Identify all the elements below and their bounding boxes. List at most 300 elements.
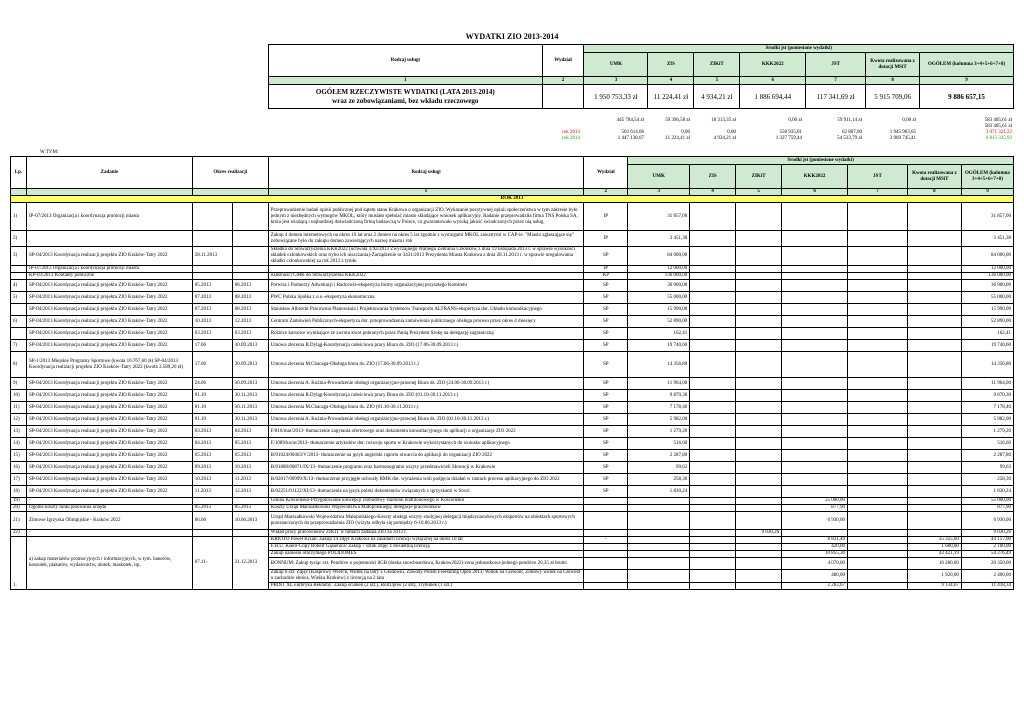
col-number: 5 xyxy=(736,189,782,196)
row-lp xyxy=(11,304,27,316)
row-kkk: 4 070,00 xyxy=(782,558,848,570)
row-msit xyxy=(907,273,961,280)
row-umk: 5 982,00 xyxy=(628,414,690,426)
row-zadanie: - xyxy=(26,530,192,537)
row-zadanie: SP-04/2013 Koordynacja realizacji projektu ZIO Kraków-Tatry 2022 xyxy=(26,462,192,474)
row-kkk xyxy=(782,438,848,450)
row-okres-od: 17.06 xyxy=(192,352,232,378)
row-msit xyxy=(907,512,961,530)
row-umk: 12 000,00 xyxy=(628,266,690,273)
row-zis xyxy=(690,316,736,328)
row-okres-do: 11.2013 xyxy=(232,474,268,486)
row-msit xyxy=(907,426,961,438)
row-zis xyxy=(690,304,736,316)
row-wydzial xyxy=(584,530,628,537)
row-zikit xyxy=(736,512,782,530)
row-wydzial: SP xyxy=(584,438,628,450)
row-okres-od: 07.2013 xyxy=(192,292,232,304)
row-zis xyxy=(690,426,736,438)
col-number: 9 xyxy=(961,189,1013,196)
row-umk: 55 000,00 xyxy=(628,292,690,304)
row-msit xyxy=(907,505,961,512)
col-lp-header: Lp. xyxy=(11,157,27,189)
row-umk xyxy=(628,551,690,558)
row-zikit xyxy=(736,583,782,590)
col-wydzial-header: Wydział xyxy=(584,157,628,189)
row-umk xyxy=(628,558,690,570)
table-row xyxy=(11,505,1014,512)
row-ogolem: 84 000,00 xyxy=(961,247,1013,266)
row-rodzaj: Przeprowadzenie badań opinii publicznej pod kątem stanu Krakowa o organizacji ZIO. Wykazanie pozytywnej opinii społeczeństwa w tym zakresie było jednym z niezbędnych wymogów MKOL, który musiało spełniać miasto składające wniosek aplikacyjny. Badanie przeprowadziła firma TNS Polska SA, która jest wiodącą i najbardziej doświadczoną firmą badawczą w Polsce, co gwarantowało wysoką jakość świadczonych przez nią usług. xyxy=(268,203,584,231)
col-number: 5 xyxy=(694,77,740,85)
sub1-ogolem: 583 405,61 zł xyxy=(984,118,1012,123)
row-rodzaj: F/1089/kwie/2013- tłumaczenie artykułów dot. rozwoju sportu w Krakowie wykorzystanych do wniosku aplikacyjnego xyxy=(268,438,584,450)
row-umk xyxy=(628,537,690,544)
col-rodzaj-header: Rodzaj usługi xyxy=(269,45,543,77)
row-kkk xyxy=(782,450,848,462)
row-umk: 1 279,20 xyxy=(628,426,690,438)
row-wydzial: SP xyxy=(584,378,628,390)
row-jst xyxy=(848,352,908,378)
row-okres-od: 11.2013 xyxy=(192,486,232,498)
table-row xyxy=(11,292,1014,304)
row-rodzaj: Zakup 4 domen internetowych na okres 10 lat oraz 2 domen na okres 5 lat zgodnie z wymogami MKOL zawartymi w CAP-ie. "Miasto zgłaszające się" zobowiązane było do zakupu domen zawierających nazwę miasta i rok xyxy=(268,231,584,247)
row-ogolem: 55 000,00 xyxy=(961,498,1013,505)
row-zadanie: SP-04/2013 Koordynacja realizacji projektu ZIO Kraków-Tatry 2022 xyxy=(26,304,192,316)
row-zikit xyxy=(736,340,782,352)
row-umk xyxy=(628,583,690,590)
row-kkk: 10 855,30 xyxy=(782,551,848,558)
row-umk: 162,41 xyxy=(628,328,690,340)
row-rodzaj: Zakup 6 szt. Zdjęć (Kasprowy Wierch, Widok na tatry z Głodówki, Zawody Polish Freeskiing Open 2013; Widok na Giewont, Zimowy widok na Giewont o zachodzie słońca, Wielka Krokiew) z licencją na 2 lata xyxy=(268,570,584,583)
table-row xyxy=(11,280,1014,292)
row-zadanie: SP-1/2013 Miejskie Programy Sportowe (kwota 10.767,60 zł) SP-04/2013 Koordynacja realizacji projektu ZIO Kraków-Tatry 2022 (kwota 3.589,20 zł) xyxy=(26,352,192,378)
row-msit: 1 920,00 xyxy=(907,570,961,583)
row-okres-do: 30.11.2013 xyxy=(232,390,268,402)
row-msit xyxy=(907,280,961,292)
row-wydzial: KP xyxy=(584,273,628,280)
row-rodzaj: B/01880/00871/IX/13- tłumaczenie programu oraz harmonogramu wizyty przedstawicieli Słowacji w Krakowie xyxy=(268,462,584,474)
row-msit: 9 134,67 xyxy=(907,583,961,590)
col-number: 4 xyxy=(690,189,736,196)
row-ogolem: 3 451,38 xyxy=(961,231,1013,247)
row-lp: 1. xyxy=(11,537,27,590)
row-wydzial: SP xyxy=(584,402,628,414)
col-header: OGÓŁEM (kolumna 3+4+5+6+7+8) xyxy=(961,165,1013,189)
row-ogolem: 54 276,49 xyxy=(961,551,1013,558)
row-umk xyxy=(628,498,690,505)
row-okres-do xyxy=(232,498,268,505)
row-lp: 9) xyxy=(11,378,27,390)
row-jst xyxy=(848,304,908,316)
row-wydzial: IP xyxy=(584,266,628,273)
row-lp: 11) xyxy=(11,402,27,414)
row-ogolem: 2 100,00 xyxy=(961,544,1013,551)
row-ogolem: 55 000,00 xyxy=(961,292,1013,304)
col-header: ZIS xyxy=(690,165,736,189)
row-zikit xyxy=(736,273,782,280)
row-okres-do: 08.2013 xyxy=(232,304,268,316)
row-umk: 52 890,00 xyxy=(628,316,690,328)
row-lp: 8) xyxy=(11,352,27,378)
row-zikit xyxy=(736,378,782,390)
row-zikit xyxy=(736,203,782,231)
row-umk: 258,30 xyxy=(628,474,690,486)
col-number: 7 xyxy=(806,77,866,85)
row-wydzial: SP xyxy=(584,280,628,292)
col-number: 6 xyxy=(782,189,848,196)
row-wydzial: IP xyxy=(584,203,628,231)
row-kkk xyxy=(782,340,848,352)
row-jst xyxy=(848,530,908,537)
rok2013-msit: 1 945 963,65 xyxy=(889,130,916,135)
row-ogolem: 1 830,24 xyxy=(961,486,1013,498)
row-msit: 35 325,60 xyxy=(907,537,961,544)
row-zis xyxy=(690,570,736,583)
row-okres-od: 07.11- xyxy=(192,537,232,590)
table-row xyxy=(11,352,1014,378)
rok2013-zis: 0,00 xyxy=(681,130,690,135)
row-wydzial: SP xyxy=(584,426,628,438)
table-row xyxy=(11,273,1014,280)
sub1-zikit: 18 313,35 zł xyxy=(711,118,736,123)
row-jst xyxy=(848,512,908,530)
row-zikit xyxy=(736,498,782,505)
row-kkk xyxy=(782,316,848,328)
row-zadanie: IP-07/2013 Organizacja i koordynacja promocji miasta xyxy=(26,266,192,273)
table-row xyxy=(11,390,1014,402)
row-zadanie xyxy=(26,231,192,247)
table-row xyxy=(11,414,1014,426)
row-lp: 13) xyxy=(11,426,27,438)
row-okres-do: 30.11.2013 xyxy=(232,414,268,426)
row-zikit xyxy=(736,402,782,414)
row-wydzial xyxy=(584,551,628,558)
row-lp: 15) xyxy=(11,450,27,462)
row-okres-do: 10.06.2013 xyxy=(232,512,268,530)
col-number: 8 xyxy=(866,77,920,85)
row-okres-do: 31.12.2013 xyxy=(232,537,268,590)
row-msit xyxy=(907,266,961,273)
row-okres-do xyxy=(232,273,268,280)
row-zis xyxy=(690,328,736,340)
row-jst xyxy=(848,266,908,273)
rok2013-jst: 62 807,90 xyxy=(842,130,862,135)
row-jst xyxy=(848,426,908,438)
row-umk: 31 857,00 xyxy=(628,203,690,231)
row-zikit: 9 030,26 xyxy=(736,530,782,537)
row-okres-od: 03.2013 xyxy=(192,328,232,340)
row-wydzial xyxy=(584,583,628,590)
row-jst xyxy=(848,231,908,247)
row-msit xyxy=(907,530,961,537)
row-ogolem: 44 157,00 xyxy=(961,537,1013,544)
row-rodzaj: Koszty Urząd Marszałkowski Województwa Małopolskiego; delegacje pracowników xyxy=(268,505,584,512)
row-rodzaj: Umowa zlecenia R.Dyląg-Koordynacja całościowa pracy Biura ds. ZIO (17.06-30.09.2013 r.) xyxy=(268,340,584,352)
sub1-umk: 445 784,54 zł xyxy=(616,118,644,123)
row-ogolem: 52 890,00 xyxy=(961,316,1013,328)
row-ogolem: 136 000,00 xyxy=(961,273,1013,280)
row-zikit xyxy=(736,544,782,551)
row-okres-od: 01.10 xyxy=(192,390,232,402)
row-lp: 18) xyxy=(11,486,27,498)
table-row xyxy=(11,474,1014,486)
sub1b-ogolem: 583 405,61 zł xyxy=(984,124,1012,129)
row-umk: 99,63 xyxy=(628,462,690,474)
rok2013-label: rok 2013 xyxy=(562,130,580,135)
rok2013-umk: 503 614,66 xyxy=(621,130,644,135)
row-zis xyxy=(690,537,736,544)
row-zikit xyxy=(736,462,782,474)
row-lp: 14) xyxy=(11,438,27,450)
row-zis xyxy=(690,505,736,512)
row-jst xyxy=(848,505,908,512)
row-okres-od: 24.06 xyxy=(192,378,232,390)
row-kkk xyxy=(782,292,848,304)
row-rodzaj: Centrum Zamówień Publicznych-ekspertyza dot. przeprowadzenia zamówienia publicznego obsługa procesu przez okres 4 miesięcy xyxy=(268,316,584,328)
total-umk: 1 950 753,33 zł xyxy=(584,85,648,109)
row-rodzaj: Umowa zlecenia A. Kuźnia-Prowadzenie obsługi organizacyjno-prawnej Biura ds. ZIO (24.06-30.09.2013 r.) xyxy=(268,378,584,390)
row-msit xyxy=(907,378,961,390)
row-msit xyxy=(907,474,961,486)
table-row xyxy=(11,438,1014,450)
row-zadanie: SP-04/2013 Koordynacja realizacji projektu ZIO Kraków-Tatry 2022 xyxy=(26,390,192,402)
row-zikit xyxy=(736,316,782,328)
row-zadanie: SP-04/2013 Koordynacja realizacji projektu ZIO Kraków-Tatry 2022 xyxy=(26,292,192,304)
row-rodzaj: Wkład pracy pracowników ZIKIT w ramach zadania ZIO za 2013 r. xyxy=(268,530,584,537)
row-umk xyxy=(628,570,690,583)
row-jst xyxy=(848,438,908,450)
row-zadanie: SP-04/2013 Koordynacja realizacji projektu ZIO Kraków-Tatry 2022 xyxy=(26,414,192,426)
row-lp: 22) xyxy=(11,530,27,537)
row-okres-do xyxy=(232,203,268,231)
row-lp: 10) xyxy=(11,390,27,402)
total-jst: 117 341,69 zł xyxy=(806,85,866,109)
row-wydzial: SP xyxy=(584,414,628,426)
row-msit xyxy=(907,414,961,426)
wtym-label: W TYM: xyxy=(40,150,59,155)
row-ogolem: 9 030,26 xyxy=(961,530,1013,537)
row-zis xyxy=(690,512,736,530)
row-lp: 2) xyxy=(11,231,27,247)
row-lp: 7) xyxy=(11,340,27,352)
row-zis xyxy=(690,390,736,402)
table-row xyxy=(11,304,1014,316)
row-jst xyxy=(848,486,908,498)
table-row xyxy=(11,231,1014,247)
row-ogolem: 9 870,30 xyxy=(961,390,1013,402)
row-jst xyxy=(848,462,908,474)
table-row xyxy=(11,247,1014,266)
row-lp: 17) xyxy=(11,474,27,486)
row-okres-od: 17.06 xyxy=(192,340,232,352)
srodki-header: Środki jst (poniesione wydatki) xyxy=(628,157,1014,165)
row-rodzaj: Składka do Stowarzyszenia KKK2022 (uchwała 3/XI/2013 Zwyczajnego Walnego Zebrania Członków z dnia 19 listopada 2013 r. w sprawie wysokości składek członkowskich oraz trybu ich uiszczania)-Zarządzenie nr 3431/2013 Prezydenta Miasta Krakowa z dnia 28.11.2013 r. w sprawie uregulowania składki członkowskiej za rok 2013 z tytułu xyxy=(268,247,584,266)
row-kkk xyxy=(782,203,848,231)
col-kkk2022-header: KKK2022 xyxy=(740,53,806,77)
row-zikit xyxy=(736,280,782,292)
row-rodzaj: Umowa zlecenia R.Dyląg-Koordynacja całościowa pracy Biura ds. ZIO (01.10-30.11.2013 r.) xyxy=(268,390,584,402)
row-rodzaj: PWC Polska Spółka z o.o.-ekspertyza ekonomiczna xyxy=(268,292,584,304)
row-zis xyxy=(690,378,736,390)
row-umk: 9 870,30 xyxy=(628,390,690,402)
row-msit: 1 680,00 xyxy=(907,544,961,551)
row-umk: 19 740,60 xyxy=(628,340,690,352)
row-zadanie: SP-04/2013 Koordynacja realizacji projektu ZIO Kraków-Tatry 2022 xyxy=(26,426,192,438)
row-okres-do: 12.2013 xyxy=(232,486,268,498)
row-zis xyxy=(690,544,736,551)
rok2014-zis: 11 224,41 zł xyxy=(665,136,690,141)
row-zis xyxy=(690,462,736,474)
row-zis xyxy=(690,551,736,558)
row-lp xyxy=(11,328,27,340)
row-kkk xyxy=(782,530,848,537)
row-msit xyxy=(907,352,961,378)
row-rodzaj: Umowa zlecenia M.Chacaga-Obsługa biura ds. ZIO (17.06-30.09.2013 r.) xyxy=(268,352,584,378)
row-msit xyxy=(907,292,961,304)
row-ogolem: 6 930,00 xyxy=(961,512,1013,530)
rok2014-jst: 54 533,79 zł xyxy=(837,136,862,141)
row-okres-do: 06.2013 xyxy=(232,280,268,292)
row-zis xyxy=(690,247,736,266)
total-msit: 5 915 709,06 xyxy=(866,85,920,109)
row-umk: 516,60 xyxy=(628,438,690,450)
row-kkk: 8 831,40 xyxy=(782,537,848,544)
row-ogolem: 877,90 xyxy=(961,505,1013,512)
table-row xyxy=(11,203,1014,231)
col-header: UMK xyxy=(628,165,690,189)
row-lp xyxy=(11,273,27,280)
row-okres-do: 08.2013 xyxy=(232,292,268,304)
row-ogolem: 2 400,00 xyxy=(961,570,1013,583)
row-zikit xyxy=(736,352,782,378)
row-kkk xyxy=(782,462,848,474)
row-jst xyxy=(848,558,908,570)
row-kkk xyxy=(782,352,848,378)
row-jst xyxy=(848,414,908,426)
row-okres-do: 30.09.2013 xyxy=(232,352,268,378)
row-lp: 12) xyxy=(11,414,27,426)
row-jst xyxy=(848,203,908,231)
row-zis xyxy=(690,450,736,462)
row-msit: 16 280,00 xyxy=(907,558,961,570)
row-ogolem: 7 178,40 xyxy=(961,402,1013,414)
col-header: ZIKiT xyxy=(736,165,782,189)
row-jst xyxy=(848,247,908,266)
col-number: 2 xyxy=(584,189,628,196)
row-ogolem: 11 964,00 xyxy=(961,378,1013,390)
row-zikit xyxy=(736,414,782,426)
row-ogolem: 20 350,00 xyxy=(961,558,1013,570)
row-msit xyxy=(907,316,961,328)
row-zikit xyxy=(736,474,782,486)
row-umk xyxy=(628,505,690,512)
row-rodzaj xyxy=(268,266,584,273)
row-okres-do xyxy=(232,231,268,247)
row-okres-do: 05.2013 xyxy=(232,505,268,512)
row-rodzaj: PRINT XL Farbryka Reklamy: Zakup ścianek (2 szt.), RollUpów (2 szt), Trybunek (1 szt.) xyxy=(268,583,584,590)
row-kkk: 6 930,00 xyxy=(782,512,848,530)
row-okres-do xyxy=(232,247,268,266)
row-zis xyxy=(690,474,736,486)
row-umk: 2 287,80 xyxy=(628,450,690,462)
col-number: 1 xyxy=(269,77,543,85)
row-rodzaj: B/01024/00463/V/2013- tłumaczenie na język angielski raportu otwarcia do aplikacji do organizacji ZIO 2022 xyxy=(268,450,584,462)
table-row xyxy=(11,378,1014,390)
col-zis-header: ZIS xyxy=(648,53,694,77)
row-wydzial: SP xyxy=(584,474,628,486)
row-okres-do: 30.09.2013 xyxy=(232,378,268,390)
row-zikit xyxy=(736,551,782,558)
row-kkk xyxy=(782,378,848,390)
row-zadanie: a) zakup materiałów promocyjnych i informacyjnych, w tym. banerów, koszulek, plakatów, wydawnictw, ulotek, maskotek, itp. xyxy=(26,537,192,590)
row-umk: 84 000,00 xyxy=(628,247,690,266)
row-wydzial: SP xyxy=(584,450,628,462)
row-okres-do: 03.2013 xyxy=(232,328,268,340)
row-kkk xyxy=(782,390,848,402)
row-ogolem: 15 990,00 xyxy=(961,304,1013,316)
row-okres-od: 01.10 xyxy=(192,414,232,426)
col-zadanie-header: Zadanie xyxy=(26,157,192,189)
row-wydzial xyxy=(584,498,628,505)
row-msit xyxy=(907,438,961,450)
row-ogolem: 11 418,34 xyxy=(961,583,1013,590)
table-row xyxy=(11,530,1014,537)
row-msit xyxy=(907,203,961,231)
col-number: 9 xyxy=(920,77,1014,85)
row-zis xyxy=(690,438,736,450)
row-lp: 16) xyxy=(11,462,27,474)
row-okres-od: 06.06 xyxy=(192,512,232,530)
row-kkk: 877,90 xyxy=(782,505,848,512)
rok2013-kkk: 558 935,01 xyxy=(779,130,802,135)
srodki-header: Środki jst (poniesione wydatki) xyxy=(584,45,1014,53)
row-lp: 3) xyxy=(11,247,27,266)
table-row xyxy=(11,402,1014,414)
row-zikit xyxy=(736,505,782,512)
row-kkk xyxy=(782,328,848,340)
row-msit xyxy=(907,462,961,474)
row-okres-do: 05.2013 xyxy=(232,438,268,450)
col-okres-header: Okres realizacji xyxy=(192,157,268,189)
row-rodzaj: Zakup naniesiu olbrzymego POLIDOMES xyxy=(268,551,584,558)
row-zadanie: IP-07/2013 Organizacja i koordynacja promocji miasta xyxy=(26,203,192,231)
row-msit: 43 421,19 xyxy=(907,551,961,558)
table-row xyxy=(11,340,1014,352)
row-lp: 4) xyxy=(11,280,27,292)
row-msit xyxy=(907,247,961,266)
row-jst xyxy=(848,402,908,414)
row-okres-do: 05.2013 xyxy=(232,450,268,462)
row-rodzaj: F.H.U. Ksero-Copy Robert Gąsienica: Zakup 7 sztuk zdjęć z dwuletnią licencją xyxy=(268,544,584,551)
row-zikit xyxy=(736,570,782,583)
col-jst-header: JST xyxy=(806,53,866,77)
row-msit xyxy=(907,402,961,414)
row-kkk xyxy=(782,474,848,486)
row-zis xyxy=(690,486,736,498)
row-okres-od: 03.2013 xyxy=(192,426,232,438)
row-rodzaj: BONNUM: Zakup tysiąc szt. Pendrive o pojemności 8GB (deska snowboardowa, Kraków2022)-cena jednostkowa jednego pendrive 20,35 zł brutto xyxy=(268,558,584,570)
col-wydzial-header: Wydział xyxy=(542,45,584,77)
row-lp: 6) xyxy=(11,316,27,328)
row-okres-do: 30.11.2013 xyxy=(232,402,268,414)
table-row xyxy=(11,486,1014,498)
page-title: WYDATKI ZIO 2013-2014 xyxy=(465,32,559,41)
rok2014-label: rok 2014 xyxy=(562,136,580,141)
row-msit xyxy=(907,498,961,505)
table-row xyxy=(11,328,1014,340)
row-okres-od xyxy=(192,498,232,505)
